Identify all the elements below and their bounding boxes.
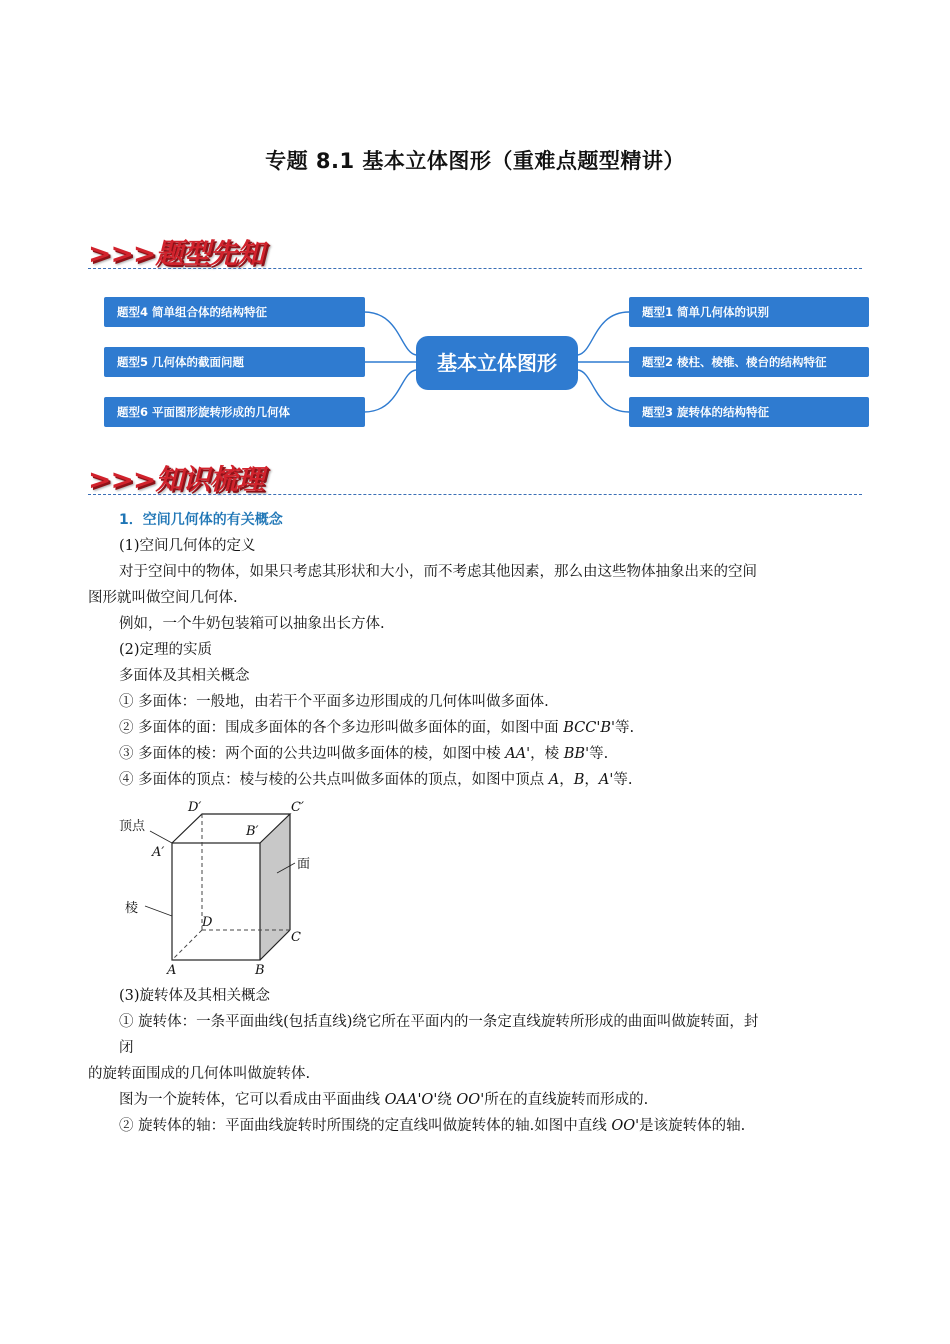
edge-label: 棱 <box>125 901 139 916</box>
hidden-edge-ad <box>172 930 202 960</box>
paragraph: 闭 <box>119 1040 134 1056</box>
shaded-face <box>260 814 290 960</box>
text: ② 多面体的面：围成多面体的各个多边形叫做多面体的面，如图中面 <box>119 720 564 736</box>
text: ④ 多面体的顶点：棱与棱的公共点叫做多面体的顶点，如图中顶点 <box>119 772 549 788</box>
paragraph <box>119 744 608 764</box>
label-b1: B′ <box>246 824 259 839</box>
mindmap-node-type6: 题型6 平面图形旋转形成的几何体 <box>104 397 365 427</box>
label-c1: C′ <box>291 800 304 815</box>
label-d1: D′ <box>188 800 202 815</box>
section-heading-knowledge: >>>知识梳理 <box>88 463 264 496</box>
paragraph: 多面体及其相关概念 <box>119 668 250 684</box>
math: OO' <box>456 1092 485 1108</box>
text: ， <box>559 772 574 788</box>
page-title: 专题 8.1 基本立体图形（重难点题型精讲） <box>265 149 685 173</box>
paragraph: ① 旋转体：一条平面曲线(包括直线)绕它所在平面内的一条定直线旋转所形成的曲面叫做旋转面，封 <box>119 1014 759 1030</box>
text: 绕 <box>437 1092 457 1108</box>
mindmap-node-type2: 题型2 棱柱、棱锥、棱台的结构特征 <box>629 347 869 377</box>
paragraph: 图形就叫做空间几何体. <box>88 590 238 606</box>
subsection-heading: 1．空间几何体的有关概念 <box>119 512 283 528</box>
paragraph <box>119 718 634 738</box>
text: 等. <box>589 746 609 762</box>
mindmap-node-type1: 题型1 简单几何体的识别 <box>629 297 869 327</box>
front-face <box>172 843 260 960</box>
section-heading-question-types: >>>题型先知 <box>88 237 264 270</box>
paragraph: 例如，一个牛奶包装箱可以抽象出长方体. <box>119 616 385 632</box>
paragraph <box>119 1116 745 1136</box>
math: A' <box>598 772 614 788</box>
text: 等. <box>613 772 633 788</box>
label-a1: A′ <box>152 845 165 860</box>
vertex-leader <box>150 831 172 843</box>
math: BB' <box>563 746 590 762</box>
mindmap-node-type5: 题型5 几何体的截面问题 <box>104 347 365 377</box>
vertex-label: 顶点 <box>119 819 146 834</box>
prism-figure <box>115 798 325 978</box>
text: ② 旋转体的轴：平面曲线旋转时所围绕的定直线叫做旋转体的轴.如图中直线 <box>119 1118 612 1134</box>
paragraph: 的旋转面围成的几何体叫做旋转体. <box>88 1066 311 1082</box>
mindmap-center: 基本立体图形 <box>416 336 578 390</box>
math: OO' <box>611 1118 640 1134</box>
face-label: 面 <box>297 857 311 872</box>
paragraph: (1)空间几何体的定义 <box>119 538 256 554</box>
label-d: D <box>202 915 213 930</box>
label-b: B <box>255 963 265 978</box>
text: 是该旋转体的轴. <box>639 1118 746 1134</box>
text: ， <box>584 772 599 788</box>
math: OAA'O' <box>384 1092 438 1108</box>
paragraph: (2)定理的实质 <box>119 642 213 658</box>
text: 图为一个旋转体，它可以看成由平面曲线 <box>119 1092 385 1108</box>
text: 所在的直线旋转而形成的. <box>484 1092 649 1108</box>
edge-leader <box>145 906 172 916</box>
section-divider <box>88 494 862 495</box>
label-a: A <box>167 963 177 978</box>
paragraph: ① 多面体：一般地，由若干个平面多边形围成的几何体叫做多面体. <box>119 694 549 710</box>
paragraph: 对于空间中的物体，如果只考虑其形状和大小，而不考虑其他因素，那么由这些物体抽象出来的空间 <box>119 564 757 580</box>
paragraph <box>119 1090 648 1110</box>
math: B <box>573 772 585 788</box>
label-c: C <box>291 930 301 945</box>
mindmap-node-type4: 题型4 简单组合体的结构特征 <box>104 297 365 327</box>
math: A <box>548 772 560 788</box>
paragraph <box>119 770 632 790</box>
paragraph: (3)旋转体及其相关概念 <box>119 988 271 1004</box>
math: BCC'B' <box>563 720 615 736</box>
math: AA' <box>505 746 531 762</box>
mindmap-node-type3: 题型3 旋转体的结构特征 <box>629 397 869 427</box>
text: ，棱 <box>530 746 564 762</box>
text: ③ 多面体的棱：两个面的公共边叫做多面体的棱，如图中棱 <box>119 746 506 762</box>
text: 等. <box>614 720 635 736</box>
